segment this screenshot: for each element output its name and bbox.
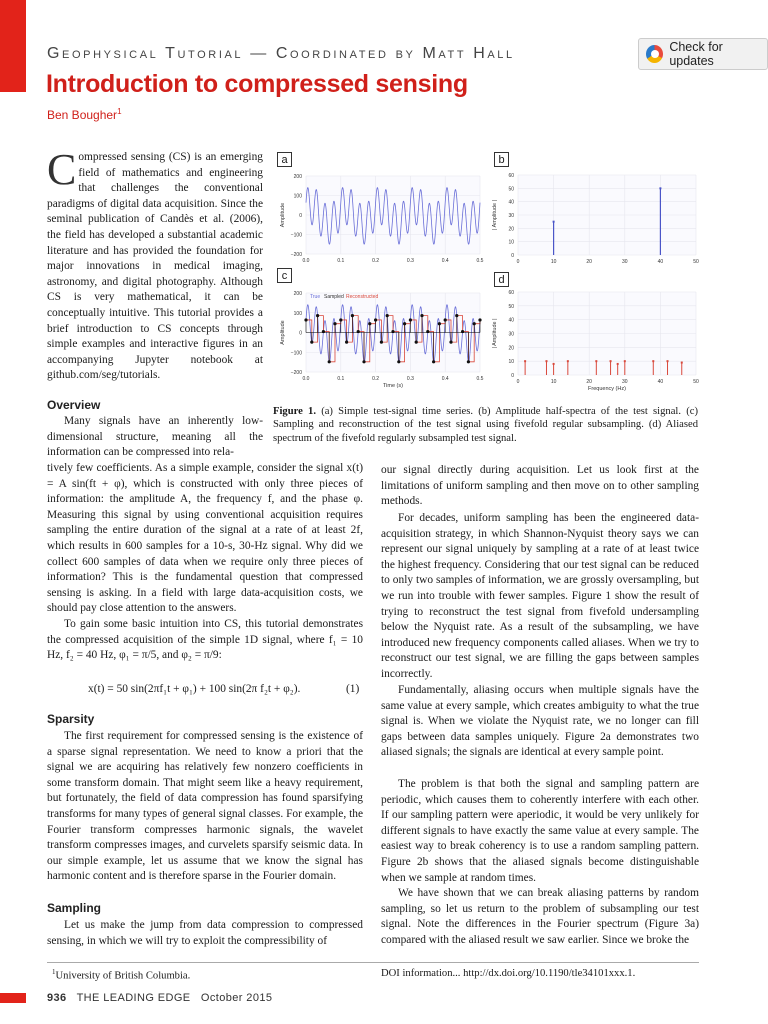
sample-point-c <box>420 314 423 317</box>
legend-sampled: Sampled <box>324 294 344 300</box>
sample-point-c <box>380 341 383 344</box>
sparsity-heading: Sparsity <box>47 712 95 726</box>
overview-heading: Overview <box>47 398 101 412</box>
spectrum-marker-b <box>659 187 661 189</box>
equation-1: x(t) = 50 sin(2πf₁t + φ₁) + 100 sin(2π f₂t + φ₂). <box>88 683 301 695</box>
col2-p4: We have shown that we can break aliasing patterns by random sampling, so let us return to the problem of subsampling our test signal. Note the differences in the Fourier spectrum (Figure 3a) compared with the aliased result we saw earlier. Since we broke the <box>381 887 699 946</box>
x-tick-label-b: 10 <box>550 259 557 265</box>
aliased-marker-d <box>524 360 526 362</box>
x-tick-label-a: 0.3 <box>406 258 414 264</box>
check-for-updates-label: Check for updates <box>669 40 723 68</box>
author <box>47 107 122 122</box>
y-tick-label-b: 60 <box>508 173 514 179</box>
x-axis-label-c: Time (s) <box>383 383 403 389</box>
legend-true: True <box>310 294 321 300</box>
legend-reconstructed: Reconstructed <box>346 294 379 300</box>
y-tick-label-a: −100 <box>290 232 302 239</box>
sample-point-c <box>467 360 470 363</box>
footnote-affiliation <box>52 968 190 982</box>
y-tick-label-b: 20 <box>508 226 514 233</box>
y-tick-label-d: 0 <box>511 373 514 379</box>
x-axis-label-d: Frequency (Hz) <box>588 386 626 392</box>
series-header: Geophysical Tutorial — Coordinated by Matt Hall <box>47 45 515 62</box>
y-tick-label-b: 30 <box>508 213 514 219</box>
sample-point-c <box>409 318 412 321</box>
y-tick-label-c: −200 <box>290 370 302 376</box>
sample-point-c <box>328 360 331 363</box>
footnote-sup: 1 <box>52 968 56 976</box>
footnote-affiliation-text: University of British Columbia. <box>55 970 191 982</box>
y-tick-label-b: 10 <box>508 239 514 246</box>
y-tick-label-d: 30 <box>508 331 514 338</box>
aliased-marker-d <box>545 360 547 362</box>
y-tick-label-c: 200 <box>293 291 302 297</box>
y-axis-label-a: Amplitude <box>280 202 286 228</box>
aliased-marker-d <box>624 360 626 362</box>
x-tick-label-a: 0.5 <box>476 258 484 264</box>
y-tick-label-c: −100 <box>290 350 302 357</box>
check-for-updates-button[interactable] <box>638 38 768 70</box>
sample-point-c <box>397 360 400 363</box>
y-tick-label-d: 40 <box>508 317 514 324</box>
y-axis-label-b: | Amplitude | <box>492 199 498 231</box>
sample-point-c <box>473 322 476 325</box>
sample-point-c <box>304 318 307 321</box>
x-tick-label-c: 0.1 <box>337 376 345 382</box>
caption-text: (a) Simple test-signal time series. (b) Amplitude half-spectra of the test signal. (c) Sampling and reconstruction of the test signal using fivefold regular subsampling. (d) Aliased spectrum of the fivefold regularly subsampled test signal. <box>273 406 698 444</box>
x-tick-label-c: 0.2 <box>372 376 380 382</box>
panel-label-b: b <box>494 152 509 167</box>
aliased-marker-d <box>652 360 654 362</box>
x-tick-label-a: 0.1 <box>337 258 345 264</box>
y-tick-label-b: 50 <box>508 186 514 193</box>
sample-point-c <box>403 322 406 325</box>
sparsity-p1: The first requirement for compressed sensing is the existence of a sparse signal representation. We need to know a priori that the signal we are acquiring has relatively few nonzero coefficients in some transform domain. That might seem like a heavy requirement, but fortunately, the field of data compression has found sparsifying transforms for many types of general signal classes. For example, the Fourier transform compresses harmonic signals, the wavelet transform compresses images, and curvelets sparsify seismic data. In our simple example, let us assume that we know the signal has harmonic content and is therefore sparse in the Fourier domain. <box>47 730 363 883</box>
panel-label-a: a <box>277 152 292 167</box>
y-tick-label-a: 0 <box>299 213 302 219</box>
equation-number: (1) <box>346 683 360 695</box>
aliased-marker-d <box>567 360 569 362</box>
y-tick-label-d: 10 <box>508 359 514 366</box>
intro-text: ompressed sensing (CS) is an emerging field of mathematics and engineering that challenges the conventional paradigms of digital data acquisition. Since the seminal publication of Candès et al. (2006), the field has developed a substantial academic literature and has provided the foundation for major innovations in medical imaging, astronomy, and digital photography. Although CS is very mathematical, it can be conceptually intuitive. This tutorial provides a brief introduction to CS concepts through simple examples and interactive figures in an accompanying Jupyter notebook at github.com/seg/tutorials. <box>47 151 263 382</box>
y-axis-label-c: Amplitude <box>280 320 286 345</box>
x-tick-label-b: 0 <box>516 259 520 265</box>
aliased-marker-d <box>617 363 619 365</box>
aliased-marker-d <box>595 360 597 362</box>
y-axis-label-d: | Amplitude | <box>492 318 498 349</box>
y-tick-label-b: 0 <box>511 253 514 259</box>
sample-point-c <box>351 314 354 317</box>
y-tick-label-d: 60 <box>508 290 514 296</box>
col2-p3: The problem is that both the signal and sampling pattern are periodic, which causes them to coherently interfere with each other. If our sampling pattern were aperiodic, it would be very unlikely for different signals to have exactly the same value at every sample. The easiest way to break coherency is to use a random sampling pattern. Figure 2b shows that the aliased signals become distinguishable when we sample at random times. <box>381 778 699 884</box>
sample-point-c <box>345 341 348 344</box>
overview-p1-narrow: Many signals have an inherently low-dimensional structure, meaning all the information can be compressed into rela- <box>47 415 263 459</box>
col2-p1: For decades, uniform sampling has been the engineered data-acquisition strategy, in which Shannon-Nyquist theory says we can represent our signal uniquely by sampling at a rate of at least twice the highest frequency. Considering that our test signal can be reduced to only two samples of information, we are grossly oversampling, but we run into trouble with fewer samples. Figure 1 show the result of trying to reconstruct the test signal from fivefold undersampling below the Nyquist rate. As a result of the subsampling, we have introduced new frequency components called aliases. When we try to reconstruct our test signal, we are filling the gaps between samples incorrectly. <box>381 512 699 680</box>
sample-point-c <box>386 314 389 317</box>
author-sup: 1 <box>117 107 122 116</box>
y-tick-label-d: 50 <box>508 303 514 310</box>
sample-point-c <box>444 318 447 321</box>
x-tick-label-c: 0.5 <box>476 376 484 382</box>
y-tick-label-a: 100 <box>293 193 302 200</box>
sample-point-c <box>374 318 377 321</box>
sample-point-c <box>362 360 365 363</box>
col2-p0: our signal directly during acquisition. Let us look first at the limitations of uniform sampling and then move on to other sampling methods. <box>381 464 699 508</box>
x-tick-label-d: 0 <box>516 379 520 385</box>
panel-label-d: d <box>494 272 509 287</box>
x-tick-label-b: 20 <box>586 259 592 265</box>
spectrum-marker-b <box>553 221 555 223</box>
x-tick-label-b: 50 <box>693 259 699 265</box>
crossmark-icon <box>646 45 663 63</box>
sample-point-c <box>478 318 481 321</box>
aliased-marker-d <box>553 363 555 365</box>
x-tick-label-d: 40 <box>657 379 664 385</box>
x-tick-label-a: 0.0 <box>302 258 310 264</box>
sample-point-c <box>432 360 435 363</box>
sampling-p1: Let us make the jump from data compression to compressed sensing, in which we will try to exploit the compressibility of <box>47 919 363 947</box>
y-tick-label-b: 40 <box>508 199 514 206</box>
y-tick-label-a: 200 <box>293 174 302 180</box>
x-tick-label-c: 0.4 <box>441 376 449 382</box>
caption-label: Figure 1. <box>273 406 316 417</box>
top-accent-bar <box>0 0 26 92</box>
sample-point-c <box>415 341 418 344</box>
x-tick-label-d: 30 <box>622 379 628 385</box>
aliased-marker-d <box>681 362 683 364</box>
article-title: Introduction to compressed sensing <box>46 70 468 98</box>
x-tick-label-d: 10 <box>550 379 557 385</box>
figure-caption <box>273 405 698 445</box>
sample-point-c <box>368 322 371 325</box>
sample-point-c <box>455 314 458 317</box>
aliased-marker-d <box>667 360 669 362</box>
x-tick-label-b: 40 <box>657 259 664 265</box>
x-tick-label-b: 30 <box>622 259 628 265</box>
x-tick-label-c: 0.0 <box>302 376 310 382</box>
panel-label-c: c <box>277 268 292 283</box>
sample-point-c <box>333 322 336 325</box>
figure-1 <box>270 150 702 402</box>
x-tick-label-d: 20 <box>586 379 592 385</box>
sample-point-c <box>449 341 452 344</box>
overview-p1-wide: tively few coefficients. As a simple example, consider the signal x(t) = A sin(ft + φ), which is constructed with only three pieces of information: the amplitude A, the frequency f, and the phase φ. Measuring this signal by using conventional acquisition requires sampling the entire duration of the signal at a rate of at least 2f, which results in 600 samples for a 10-s, 30-Hz signal. Why did we collect 600 samples of data when we require only three pieces of information? This is the fundamental question that compressed sensing is asking. In a field with large data-acquisition costs, we should pay close attention to the answers. <box>47 462 363 615</box>
x-tick-label-a: 0.2 <box>372 258 380 264</box>
y-tick-label-c: 0 <box>299 330 302 337</box>
x-tick-label-a: 0.4 <box>441 258 449 264</box>
page-footer <box>47 992 272 1004</box>
col2-p2: Fundamentally, aliasing occurs when multiple signals have the same value at every sample, which creates ambiguity to what the true signal is. When we violate the Nyquist rate, we no longer can fill gaps between data samples uniquely. Figure 2a demonstrates two aliased signals; the signals are identical at every sample point. <box>381 684 699 759</box>
bottom-accent-bar <box>0 993 26 1003</box>
x-tick-label-c: 0.3 <box>406 376 414 382</box>
issue-date: October 2015 <box>200 992 273 1004</box>
y-tick-label-c: 100 <box>293 310 302 317</box>
intro-paragraph <box>47 145 263 384</box>
sampling-heading: Sampling <box>47 901 102 915</box>
footnote-doi[interactable]: DOI information... http://dx.doi.org/10.1190/tle34101xxx.1. <box>381 968 636 979</box>
aliased-marker-d <box>610 360 612 362</box>
y-tick-label-d: 20 <box>508 345 514 352</box>
journal-name: THE LEADING EDGE <box>76 992 191 1004</box>
drop-cap: C <box>47 145 77 194</box>
y-tick-label-a: −200 <box>290 252 302 258</box>
footnote-rule <box>47 962 699 963</box>
overview-p2: To gain some basic intuition into CS, this tutorial demonstrates the compressed acquisition of the simple 1D signal, where f₁ = 10 Hz, f₂ = 40 Hz, φ₁ = π/5, and φ₂ = π/9: <box>47 618 363 662</box>
sample-point-c <box>310 341 313 344</box>
sample-point-c <box>438 322 441 325</box>
page-number: 936 <box>47 992 67 1004</box>
x-tick-label-d: 50 <box>693 379 699 385</box>
sample-point-c <box>316 314 319 317</box>
author-name[interactable]: Ben Bougher <box>47 108 118 122</box>
sample-point-c <box>339 318 342 321</box>
